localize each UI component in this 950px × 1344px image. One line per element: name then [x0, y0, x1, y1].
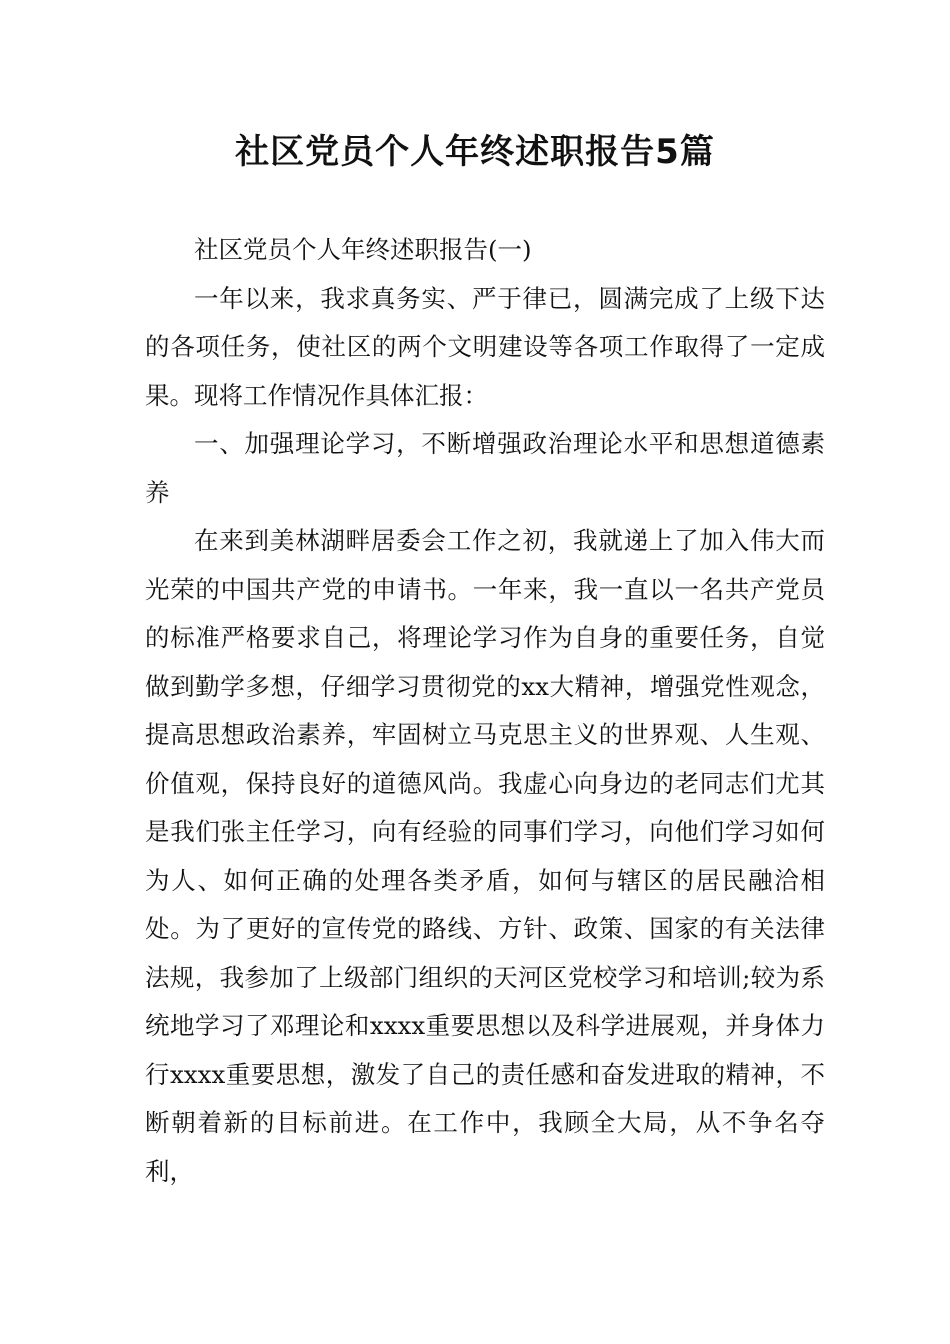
- paragraph: 一年以来，我求真务实、严于律已，圆满完成了上级下达的各项任务，使社区的两个文明建设等各项工作取得了一定成果。现将工作情况作具体汇报：: [145, 283, 825, 410]
- paragraph: 在来到美林湖畔居委会工作之初，我就递上了加入伟大而光荣的中国共产党的申请书。一年来，我一直以一名共产党员的标准严格要求自己，将理论学习作为自身的重要任务，自觉做到勤学多想，仔细学习贯彻党的xx大精神，增强党性观念，提高思想政治素养，牢固树立马克思主义的世界观、人生观、价值观，保持良好的道德风尚。我虚心向身边的老同志们尤其是我们张主任学习，向有经验的同事们学习，向他们学习如何为人、如何正确的处理各类矛盾，如何与辖区的居民融洽相处。为了更好的宣传党的路线、方针、政策、国家的有关法律法规，我参加了上级部门组织的天河区党校学习和培训;较为系统地学习了邓理论和xxxx重要思想以及科学进展观，并身体力行xxxx重要思想，激发了自己的责任感和奋发进取的精神，不断朝着新的目标前进。在工作中，我顾全大局，从不争名夺利，: [145, 526, 825, 1186]
- section-subtitle: 社区党员个人年终述职报告(一): [194, 235, 532, 264]
- document-title: 社区党员个人年终述职报告5篇: [235, 132, 715, 172]
- section-heading: 一、加强理论学习，不断增强政治理论水平和思想道德素养: [145, 429, 825, 507]
- document-body: [145, 226, 825, 1196]
